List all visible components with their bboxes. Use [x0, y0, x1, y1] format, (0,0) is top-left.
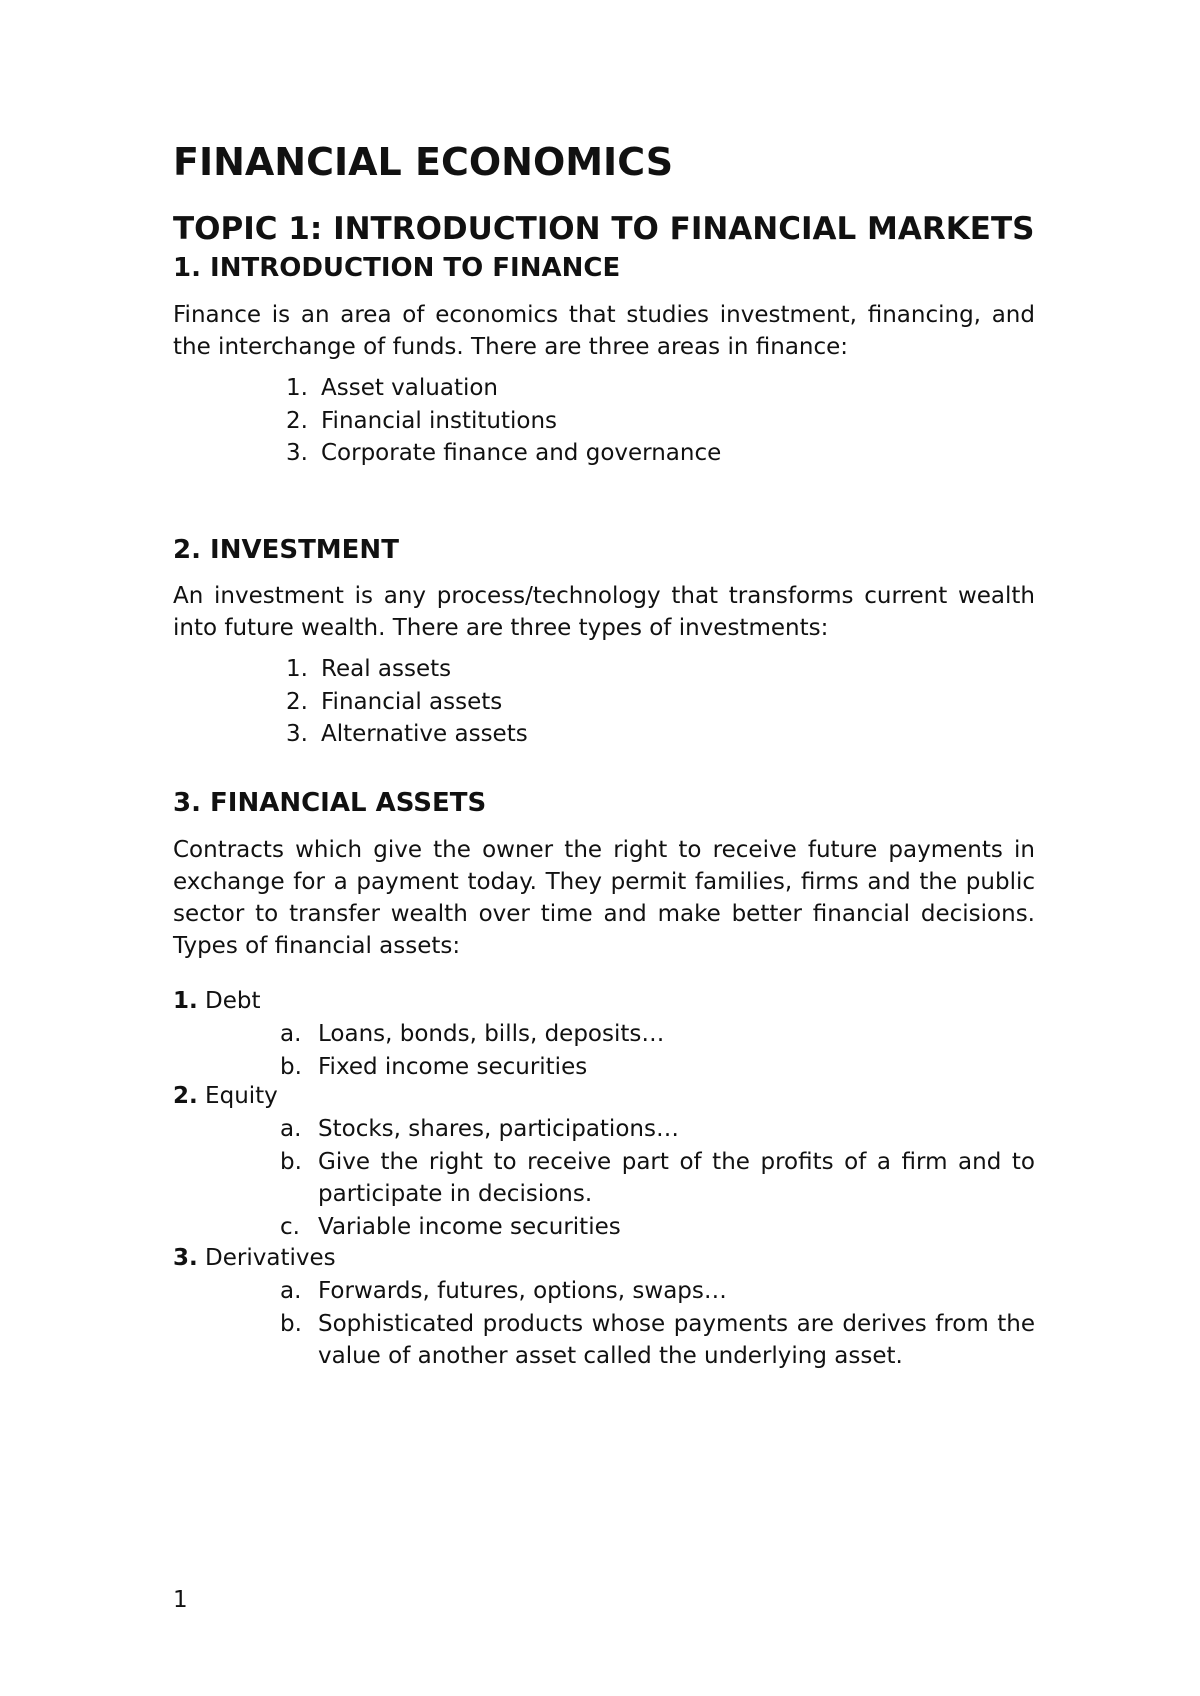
category-derivatives: [173, 1245, 336, 1271]
section-number: 2.: [173, 535, 201, 565]
category-name: Debt: [197, 988, 261, 1014]
sublist-item: [280, 1308, 1035, 1373]
topic-text: INTRODUCTION TO FINANCIAL MARKETS: [322, 211, 1035, 247]
list-item: [286, 372, 721, 405]
sublist-text: Forwards, futures, options, swaps…: [318, 1278, 727, 1304]
section-number: 1.: [173, 253, 201, 283]
list-item: [286, 405, 721, 438]
section-number: 3.: [173, 788, 201, 818]
section-body: Contracts which give the owner the right to receive future payments in exchange for a payment today. They permit families, firms and the public sector to transfer wealth over time and make better financial decisions. Types of financial assets:: [173, 837, 1035, 959]
list-number: 2.: [286, 407, 308, 434]
sublist-text: Give the right to receive part of the profits of a firm and to participate in decisions.: [318, 1148, 1035, 1207]
sublist-item: [280, 1211, 1035, 1244]
list-item: [286, 437, 721, 470]
sublist-text: Loans, bonds, bills, deposits…: [318, 1021, 665, 1047]
category-number: 3.: [173, 1245, 198, 1271]
list-text: Alternative assets: [321, 721, 528, 747]
section-title: INTRODUCTION TO FINANCE: [200, 253, 621, 283]
sublist-item: [280, 1146, 1035, 1211]
category-name: Derivatives: [197, 1245, 336, 1271]
list-number: 2.: [286, 688, 308, 715]
sublist-item: [280, 1275, 1035, 1308]
areas-list: [286, 372, 721, 470]
sublist-letter: b.: [280, 1148, 302, 1175]
sublist-letter: a.: [280, 1278, 302, 1304]
list-number: 3.: [286, 721, 308, 747]
list-text: Real assets: [321, 656, 452, 682]
list-text: Corporate finance and governance: [321, 440, 722, 466]
list-number: 3.: [286, 440, 308, 466]
section-body: An investment is any process/technology that transforms current wealth into future wealth. There are three types of investments:: [173, 583, 1035, 641]
sublist-letter: b.: [280, 1310, 302, 1337]
category-debt: [173, 988, 261, 1014]
category-name: Equity: [197, 1083, 278, 1109]
sublist-item: [280, 1018, 1035, 1051]
sublist-letter: c.: [280, 1213, 300, 1240]
sublist-item: [280, 1113, 1035, 1146]
investment-types-list: [286, 653, 528, 751]
list-text: Financial assets: [321, 688, 503, 715]
sublist-letter: a.: [280, 1116, 302, 1142]
sublist-item: [280, 1051, 1035, 1084]
sublist-letter: b.: [280, 1053, 302, 1080]
equity-sublist: [280, 1113, 1035, 1243]
list-item: [286, 686, 528, 719]
list-text: Financial institutions: [321, 407, 558, 434]
section-heading-financial-assets: [173, 788, 486, 818]
category-equity: [173, 1083, 278, 1109]
section-title: FINANCIAL ASSETS: [200, 788, 487, 818]
list-text: Asset valuation: [321, 375, 499, 401]
debt-sublist: [280, 1018, 1035, 1083]
category-number: 2.: [173, 1083, 198, 1109]
topic-heading: [173, 211, 1034, 247]
sublist-text: Sophisticated products whose payments are derives from the value of another asset called the underlying asset.: [318, 1310, 1035, 1369]
section-title: INVESTMENT: [200, 535, 399, 565]
list-item: [286, 718, 528, 751]
list-number: 1.: [286, 375, 308, 401]
section-body: Finance is an area of economics that studies investment, financing, and the interchange of funds. There are three areas in finance:: [173, 302, 1035, 360]
sublist-text: Fixed income securities: [318, 1053, 588, 1080]
sublist-text: Stocks, shares, participations…: [318, 1116, 679, 1142]
document-title: FINANCIAL ECONOMICS: [173, 140, 674, 184]
list-item: [286, 653, 528, 686]
page-number: 1: [173, 1587, 188, 1613]
topic-separator: :: [309, 211, 323, 247]
list-number: 1.: [286, 656, 308, 682]
derivatives-sublist: [280, 1275, 1035, 1373]
section-heading-investment: [173, 535, 399, 565]
section-heading-introduction: [173, 253, 620, 283]
category-number: 1.: [173, 988, 198, 1014]
sublist-text: Variable income securities: [318, 1213, 621, 1240]
topic-label: TOPIC 1: [173, 211, 310, 247]
sublist-letter: a.: [280, 1021, 302, 1047]
